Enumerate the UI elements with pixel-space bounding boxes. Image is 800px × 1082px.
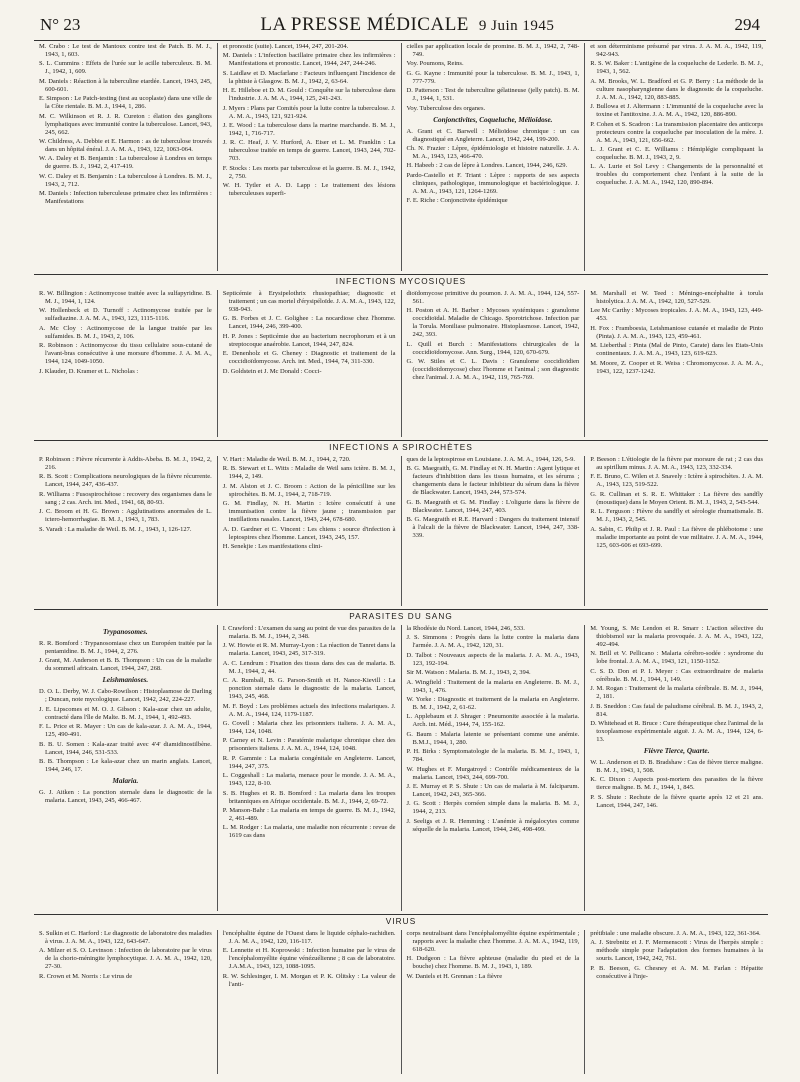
reference-entry: W. Daniels et H. Grennan : La fièvre — [406, 972, 503, 980]
reference-entry: G. Covell : Malaria chez les prisonniers italiens. J. A. M. A., 1944, 124, 1048. — [222, 719, 396, 735]
reference-entry: J. M. Rogan : Traitement de la malaria cérébrale. B. M. J., 1944, 2, 181. — [590, 685, 763, 701]
reference-entry: M. Moore, Z. Cooper et R. Weiss : Chromomycose. J. A. M. A., 1943, 122, 1237-1242. — [590, 359, 763, 375]
reference-entry: R. Williams : Fusospirochétose : recovery des organismes dans le sang ; 2 cas. Arch. int. Med., 1941, 68, 80-93. — [39, 490, 212, 506]
reference-entry: Septicémie à Erysipelothrix rhusiopathiae; diagnostic et traitement ; un cas mortel d'érysipéloïde. J. A. M. A., 1943, 122, 938-943. — [222, 290, 396, 313]
reference-entry: P. Cohen et S. Scadron : La transmission placentaire des anticorps protecteurs contre la coqueluche par inoculation de la mère. J. A. M. A., 1943, 121, 656-662. — [590, 120, 763, 144]
reference-entry: F. E. Riche : Conjonctivite épidémique — [406, 197, 508, 205]
reference-entry: J. C. Broom et H. G. Brown : Agglutinations anormales de L. ictero-hemorrhagiae. B. M. J., 1943, 1, 783. — [39, 508, 212, 524]
reference-entry: S. Sulkin et C. Harford : Le diagnostic de laboratoire des maladies à virus. J. A. M. A., 1943, 122, 643-647. — [39, 930, 212, 945]
subsection-heading: Trypanosomes. — [103, 628, 148, 636]
reference-entry: B. G. Maegraith, G. M. Findlay et N. H. Martin : Agent lytique et facteurs d'inhibition dans les tissus humains, et les sérums ; changements dans le facteur inhibiteur du sérum dans la fièvre de Blackwater. Lancet, 1943, 244, 573-574. — [406, 465, 580, 497]
reference-entry: L. M. Rodger : La malaria, une maladie non récurrente : revue de 1619 cas dans — [222, 824, 396, 840]
reference-entry: P. B. Beeson, G. Chesney et A. M. M. Farlan : Hépatite consécutive à l'inje- — [590, 964, 763, 980]
reference-entry: E. Simpson : Le Patch-testing (test au ucoplaste) dans une ville de la Côte rientale. B. M. J., 1944, 1, 286. — [39, 95, 212, 111]
reference-entry: R. B. Scott : Complications neurologiques de la fièvre récurrente. Lancet, 1944, 247, 436-437. — [39, 473, 212, 489]
reference-entry: D. Whitehead et R. Bruce : Cure thérapeutique chez l'animal de la toxoplasmose expérimentale aiguë. J. A. M. A., 1944, 124, 6-13. — [590, 719, 763, 743]
text-column — [401, 930, 585, 1074]
journal-title: LA PRESSE MÉDICALE — [260, 14, 469, 35]
reference-entry: D. Talbot : Nouveaux aspects de la malaria. J. A. M. A., 1943, 123, 192-194. — [406, 651, 580, 667]
reference-entry: D. Patterson : Test de tuberculine gélatineuse (jelly patch). B. M. J., 1944, 1, 531. — [406, 87, 580, 103]
reference-entry: M. F. Boyd : Les problèmes actuels des infections malariques. J. A. M. A., 1944, 124, 1179-1187. — [222, 702, 396, 718]
reference-entry: A. M. Brooks, W. L. Bradford et G. P. Berry : La méthode de la culture nasopharyngienne dans le diagnostic de la coqueluche. J. A. M. A., 1942, 120, 883-885. — [590, 77, 763, 101]
section-columns — [34, 930, 768, 1074]
reference-entry: G. B. Maegraith et G. M. Findlay : L'oligurie dans la fièvre de Blackwater. Lancet, 1944, 247, 403. — [406, 498, 580, 514]
reference-entry: J. Seeligs et J. R. Hemming : L'anémie à mégalocytes comme séquelle de la malaria. Lancet, 1944, 246, 498-499. — [406, 817, 580, 833]
subsection-heading: Fièvre Tierce, Quarte. — [643, 746, 710, 755]
reference-entry: L. Quill et Burch : Manifestations chirurgicales de la coccidioïdomycose. Ann. Surg., 1944, 120, 670-679. — [406, 340, 580, 356]
section-columns — [34, 625, 768, 911]
reference-entry: Voy. Poumons, Reins. — [406, 60, 464, 68]
reference-entry: J. Klauder, D. Kramer et L. Nicholas : — [39, 367, 139, 375]
reference-entry: G. B. Forbes et J. C. Golighee : La nocardiose chez l'homme. Lancet, 1944, 246, 399-400. — [222, 315, 396, 331]
reference-entry: J. S. Simmons : Progrès dans la lutte contre la malaria dans l'armée. J. A. M. A., 1942, 120, 31. — [406, 634, 580, 650]
page-header — [40, 14, 760, 38]
reference-entry: Sir M. Watson : Malaria. B. M. J., 1943, 2, 394. — [406, 669, 531, 677]
section-title: PARASITES DU SANG — [34, 609, 768, 624]
reference-entry: G. J. Aitken : La ponction sternale dans le diagnostic de la malaria. Lancet, 1943, 245, 466-467. — [39, 788, 212, 804]
subsection-heading: Conjonctivites, Coqueluche, Mélioïdose. — [433, 115, 553, 124]
text-column — [401, 43, 585, 271]
reference-entry: G. W. Stiles et C. L. Davis : Granulome coccidioïdien (coccidioïdomycose) chez l'homme et l'animal ; son diagnostic chez l'animal. J. A. M. A., 1942, 119, 765-769. — [406, 358, 580, 382]
section-tuberculosis-continued — [34, 43, 768, 271]
reference-entry: G. Baum : Malaria latente se présentant comme une anémie. B.M.J., 1944, 1, 280. — [406, 730, 580, 746]
reference-entry: W. C. Daley et B. Benjamin : La tuberculose à Londres. B. M. J., 1943, 2, 712. — [39, 172, 212, 188]
text-column — [34, 930, 217, 1074]
text-column — [217, 930, 401, 1074]
text-column — [34, 43, 217, 271]
reference-entry: W. Yorke : Diagnostic et traitement de la malaria en Angleterre. B. M. J., 1942, 2, 61-62. — [406, 695, 580, 711]
section-mycotic-infections — [34, 274, 768, 437]
reference-entry: J. Grant, M. Anderson et B. B. Thompson : Un cas de la maladie du sommeil africain. Lancet, 1944, 247, 268. — [39, 657, 212, 673]
text-column — [401, 625, 585, 911]
reference-entry: corps neutralisant dans l'encéphalomyélite équine expérimentale ; rapports avec la maladie chez l'homme. J. A. M. A., 1942, 119, 618-620. — [406, 930, 580, 953]
reference-entry: A. J. Strebnitz et J. F. Mermenscott : Virus de l'herpès simple : méthode simple pour l'adaptation des formes humaines à la souris. Lancet, 1942, 242, 761. — [590, 939, 763, 963]
reference-entry: D. Goldstein et J. Mc Donald : Cocci- — [222, 367, 322, 375]
reference-entry: F. E. Bruno, C. Wilen et J. Snavely : Ictère à spirochètes. J. A. M. A., 1943, 123, 519-522. — [590, 473, 763, 489]
text-column — [34, 456, 217, 606]
text-column — [34, 290, 217, 437]
reference-entry: M. C. Wilkinson et R. J. R. Cureton : élation des ganglions lymphatiques avec immunité contre la tuberculose. Lancet, 943, 245, 662. — [39, 112, 212, 136]
reference-entry: l'encéphalite équine de l'Ouest dans le liquide céphalo-rachidien. J. A. M. A., 1942, 120, 116-117. — [222, 930, 396, 945]
reference-entry: W. Hollenbeck et D. Turnoff : Actinomycose traitée par le sulfadiazine. J. A. M. A., 1943, 123, 1115-1116. — [39, 307, 212, 323]
reference-entry: Lee Mc Carthy : Mycoses tropicales. J. A. M. A., 1943, 123, 449-453. — [590, 307, 763, 323]
reference-entry: G. M. Findlay, N. H. Martin : Ictère consécutif à une immunisation contre la fièvre jaune ; transmission par instillations nasales. Lancet, 1943, 244, 678-680. — [222, 500, 396, 524]
reference-entry: M. Daniels : Infection tuberculeuse primaire chez les infirmières : Manifestations — [39, 190, 212, 206]
reference-entry: M. Young, S. Mc Lendon et R. Smarr : L'action sélective du thiobismol sur la malaria provoquée. J. A. M. A., 1943, 122, 492-494. — [590, 625, 763, 648]
reference-entry: B. G. Maegraith et R.E. Harvard : Dangers du traitement intensif à l'alcali de la fièvre de Blackwater. Lancet, 1944, 247, 338-339. — [406, 516, 580, 540]
reference-entry: H. Fox : Framboesia, Leishmaniose cutanée et maladie de Pinto (Pinta). J. A. M. A., 1943, 123, 459-461. — [590, 324, 763, 340]
issue-date: 9 Juin 1945 — [478, 18, 555, 34]
text-column — [217, 625, 401, 911]
section-columns — [34, 43, 768, 271]
reference-entry: W. H. Tytler et A. D. Lapp : Le traitement des lésions tuberculeuses superfi- — [222, 182, 396, 198]
reference-entry: W. Childress, A. Debbie et E. Harmon : as de tuberculose trouvés dans un hôpital énéral. J. A. M. A., 1943, 122, 1063-064. — [39, 137, 212, 153]
reference-entry: A. Grant et C. Barwell : Mélioïdose chronique : un cas diagnostiqué en Angleterre. Lancet, 1942, 244, 199-200. — [406, 127, 580, 143]
reference-entry: I. Crawford : L'examen du sang au point de vue des parasites de la malaria. B. M. J., 1944, 2, 348. — [222, 625, 396, 640]
reference-entry: C. A. Rumball, B. G. Parson-Smith et H. Nance-Kievill : La ponction sternale dans le diagnostic de la malaria. Lancet, 1943, 245, 468. — [222, 677, 396, 701]
text-column — [584, 930, 768, 1074]
text-column — [584, 43, 768, 271]
reference-entry: L. Coggeshall : La malaria, menace pour le monde. J. A. M. A., 1943, 122, 8-10. — [222, 772, 396, 788]
reference-entry: S. L. Cummins : Effets de l'urée sur le acille tuberculeux. B. M. J., 1942, 1, 609. — [39, 60, 212, 76]
reference-entry: J. R. C. Heaf, J. V. Hurford, A. Eiser et L. M. Franklin : La tuberculose traitée en temps de guerre. Lancet, 1943, 244, 702-703. — [222, 139, 396, 163]
reference-entry: C. S. D. Don et P. I. Meyer : Cas extraordinaire de malaria cérébrale. B. M. J., 1944, 1, 149. — [590, 667, 763, 683]
reference-entry: P. Robinson : Fièvre récurrente à Addis-Abeba. B. M. J., 1942, 2, 216. — [39, 456, 212, 471]
reference-entry: B. B. U. Somen : Kala-azar traité avec 4'4' diamidinostilbène. Lancet, 1944, 246, 531-533. — [39, 740, 212, 756]
section-virus — [34, 914, 768, 1074]
reference-entry: A. Mc Cloy : Actinomycose de la langue traitée par les sulfamides. B. M. J., 1943, 2, 106. — [39, 324, 212, 340]
reference-entry: J. W. Howie et R. M. Murray-Lyon : La réaction de Tanret dans la malaria. Lancet, 1943, 245, 317-319. — [222, 642, 396, 658]
reference-entry: A. C. Lendrum : Fixation des tissus dans des cas de malaria. B. M. J., 1944, 2, 44. — [222, 659, 396, 675]
reference-entry: R. B. Stewart et L. Witts : Maladie de Weil sans ictère. B. M. J., 1944, 2, 149. — [222, 465, 396, 481]
reference-entry: G. G. Kayne : Immunité pour la tuberculose. B. M. J., 1943, 1, 777-779. — [406, 69, 580, 85]
reference-entry: H. Dudgeon : La fièvre aphteuse (maladie du pied et de la bouche) chez l'homme. B. M. J., 1943, 1, 189. — [406, 955, 580, 971]
issue-number: N° 23 — [40, 15, 81, 34]
reference-entry: P. Beeson : L'étiologie de la fièvre par morsure de rat ; 2 cas dus au spirillum minus. J. A. M. A., 1943, 123, 332-334. — [590, 456, 763, 471]
reference-entry: prétibiale : une maladie obscure. J. A. M. A., 1943, 122, 361-364. — [590, 930, 761, 937]
reference-entry: J. M. Alston et J. C. Broom : Action de la pénicilline sur les spirochètes. B. M. J., 1944, 2, 718-719. — [222, 482, 396, 498]
reference-entry: M. Daniels : Réaction à la tuberculine etardée. Lancet, 1943, 245, 600-601. — [39, 77, 212, 93]
section-blood-parasites — [34, 609, 768, 911]
reference-entry: B. B. Thompson : Le kala-azar chez un marin anglais. Lancet, 1944, 246, 17. — [39, 757, 212, 773]
reference-entry: H. E. Hilleboe et D. M. Gould : Conquête sur la tuberculose dans l'industrie. J. A. M. A., 1944, 125, 241-243. — [222, 87, 396, 103]
text-column — [217, 290, 401, 437]
reference-entry: et pronostic (suite). Lancet, 1944, 247, 201-204. — [222, 43, 349, 50]
reference-entry: L. A. Lurie et Sol Levy : Changements de la personnalité et troubles du comportement chez l'enfant à la suite de la coqueluche. J. A. M. A., 1942, 120, 890-894. — [590, 163, 763, 187]
reference-entry: A. D. Gardner et C. Vincent : Les chiens : source d'infection à leptospires chez l'homme. Lancet, 1943, 245, 157. — [222, 525, 396, 541]
text-column — [34, 625, 217, 911]
reference-entry: R. W. Billington : Actinomycose traitée avec la sulfapyridine. B. M. J., 1944, 1, 124. — [39, 290, 212, 305]
reference-entry: S. Varadi : La maladie de Weil. B. M. J., 1943, 1, 126-127. — [39, 525, 192, 533]
reference-entry: E. Lennette et H. Koprowski : Infection humaine par le virus de l'encéphalomyélite équine vénézuélienne ; 8 cas de laboratoire. J.A.M.A., 1943, 123, 1088-1095. — [222, 947, 396, 971]
reference-entry: M. Daniels : L'infection bacillaire primaire chez les infirmières : Manifestations et pronostic. Lancet, 1944, 247, 244-246. — [222, 52, 396, 68]
reference-entry: R. P. Gammie : La malaria congénitale en Angleterre. Lancet, 1944, 247, 375. — [222, 754, 396, 770]
reference-entry: la Rhodésie du Nord. Lancet, 1944, 246, 533. — [406, 625, 525, 632]
section-title: INFECTIONS MYCOSIQUES — [34, 274, 768, 289]
reference-entry: J. G. Scott : Herpès cornéen simple dans la malaria. B. M. J., 1944, 2, 213. — [406, 800, 580, 816]
section-title: VIRUS — [34, 914, 768, 929]
reference-entry: W. L. Anderson et D. B. Bradshaw : Cas de fièvre tierce maligne. B. M. J., 1943, 1, 508. — [590, 758, 763, 774]
section-columns — [34, 290, 768, 437]
reference-entry: P. H. Birks : Symptomatologie de la malaria. B. M. J., 1943, 1, 784. — [406, 748, 580, 764]
reference-entry: J. Bullowa et J. Altermann : L'immunité de la coqueluche avec la toxine et l'antitoxine. J. A. M. A., 1942, 120, 886-890. — [590, 103, 763, 119]
reference-entry: M. Crabo : Le test de Mantoux contre test de Patch. B. M. J., 1943, 1, 603. — [39, 43, 212, 58]
subsection-heading: Leishmanioses. — [102, 676, 149, 685]
reference-entry: A. Milzer et S. O. Levinson : Infection de laboratoire par le virus de la chorio-méningite lymphocytique. J. A. M. A., 1942, 120, 27-30. — [39, 947, 212, 971]
reference-entry: P. Manson-Bahr : La malaria en temps de guerre. B. M. J., 1942, 2, 461-489. — [222, 806, 396, 822]
reference-entry: R. R. Bomford : Trypanosomiase chez un Européen traitée par la pentamidine. B. M. J., 1944, 2, 276. — [39, 640, 212, 655]
text-column — [401, 456, 585, 606]
reference-entry: K. C. Dixon : Aspects post-mortem des parasites de la fièvre tierce maligne. B. M. J., 1944, 1, 845. — [590, 776, 763, 792]
subsection-heading: Malaria. — [112, 776, 139, 785]
reference-entry: ques de la leptospirose en Louisiane. J. A. M. A., 1944, 126, 5-9. — [406, 456, 575, 463]
reference-entry: R. L. Ferguson : Fièvre du sandfly et sérologie rhumatismale. B. M. J., 1943, 2, 545. — [590, 508, 763, 524]
reference-entry: F. Stocks : Les morts par tuberculose et la guerre. B. M. J., 1942, 2, 750. — [222, 164, 396, 180]
reference-entry: G. R. Cullinan et S. R. E. Whittaker : La fièvre des sandfly (moustique) dans le Moyen Orient. B. M. J., 1943, 2, 543-544. — [590, 490, 763, 506]
reference-entry: J. E. Murray et P. S. Shute : Un cas de malaria à M. falciparum. Lancet, 1942, 243, 365-366. — [406, 782, 580, 798]
header-rule — [34, 40, 766, 41]
text-column — [584, 290, 768, 437]
section-columns — [34, 456, 768, 606]
reference-entry: J. Myers : Plans par Comités pour la lutte contre la tuberculose. J. A. M. A., 1943, 121, 921-924. — [222, 104, 396, 120]
reference-entry: N. Brill et V. Pellicano : Malaria cérébro-sodée : syndrome du lobe frontal. J. A. M. A., 1943, 121, 1150-1152. — [590, 650, 763, 666]
text-column — [584, 625, 768, 911]
text-column — [584, 456, 768, 606]
reference-entry: dioïdomycose primitive du poumon. J. A. M. A., 1944, 124, 557-561. — [406, 290, 580, 305]
reference-entry: F. L. Price et R. Mayer : Un cas de kala-azar. J. A. M. A., 1944, 125, 490-491. — [39, 723, 212, 739]
reference-entry: W. Hughes et F. Murgatroyd : Contrôle médicamenteux de la malaria. Lancet, 1943, 244, 699-700. — [406, 765, 580, 781]
reference-entry: cielles par application locale de promine. B. M. J., 1942, 2, 748-749. — [406, 43, 580, 58]
reference-entry: D. O. L. Derby, W. J. Cabo-Rowilson : Histoplasmose de Darling ; Duncan, note mycologique. Lancet, 1942, 242, 224-227. — [39, 688, 212, 704]
reference-entry: R. W. Schlesinger, I. M. Morgan et P. K. Olitsky : La valeur de l'anti- — [222, 972, 396, 988]
reference-entry: A. Wingfield : Traitement de la malaria en Angleterre. B. M. J., 1943, 1, 476. — [406, 678, 580, 694]
reference-entry: H. Senekjie : Les manifestations clini- — [222, 542, 323, 550]
reference-entry: R. Crown et M. Norris : Le virus de — [39, 972, 133, 980]
page-number: 294 — [734, 15, 760, 34]
reference-entry: Voy. Tuberculose des organes. — [406, 104, 486, 112]
reference-entry: P. S. Shute : Rechute de la fièvre quarte après 12 et 21 ans. Lancet, 1944, 247, 146. — [590, 793, 763, 809]
reference-entry: L. Applebaum et J. Shrager : Pneumonite associée à la malaria. Arch. int. Méd., 1944, 74, 155-162. — [406, 713, 580, 729]
reference-entry: P. Carney et N. Levin : Paratémie malarique chronique chez des prisonniers italiens. J. A. M. A., 1944, 124, 1048. — [222, 737, 396, 753]
reference-entry: J. E. Wood : La tuberculose dans la marine marchande. B. M. J., 1942, 1, 716-717. — [222, 121, 396, 137]
reference-entry: Pardo-Castello et F. Triant : Lèpre : rapports de ses aspects cliniques, pathologique, immunologique et bactériologique. J. A. M. A., 1943, 121, 1264-1269. — [406, 171, 580, 195]
journal-masthead — [260, 14, 554, 36]
section-spirochete-infections — [34, 440, 768, 606]
reference-entry: J. E. Lipscomes et M. O. J. Gibson : Kala-azar chez un adulte, contracté dans l'île de Malte. B. M. J., 1944, 1, 492-493. — [39, 705, 212, 721]
reference-entry: R. Robinson : Actinomycose du tissu cellulaire sous-cutané de l'avant-bras consécutive à une morsure d'homme. J. A. M. A., 1944, 124, 1049-1050. — [39, 342, 212, 366]
reference-entry: W. A. Daley et B. Benjamin : La tuberculose à Londres en temps de guerre. B. J., 1942, 2, 417-419. — [39, 155, 212, 171]
reference-entry: H. Habeeb : 2 cas de lèpre à Londres. Lancet, 1944, 246, 629. — [406, 162, 568, 170]
reference-entry: E. Denenholz et G. Cheney : Diagnostic et traitement de la coccidioïdomycose. Arch. int. Med., 1944, 74, 311-330. — [222, 350, 396, 366]
reference-entry: V. Hart : Maladie de Weil. B. M. J., 1944, 2, 720. — [222, 456, 351, 463]
reference-entry: H. Poston et A. H. Barber : Mycoses systémiques : granulome coccidioïdal. Maladie de Chicago. Sporotrichose. Infection par la Torula. Moniliase pulmonaire. Histoplasmose. Lancet, 1942, 242, 393. — [406, 307, 580, 339]
reference-entry: M. Marshall et W. Teed : Méningo-encéphalite à torula histolytica. J. A. M. A., 1942, 120, 527-529. — [590, 290, 763, 305]
reference-entry: R. S. W. Baker : L'antigène de la coqueluche de Lederle. B. M. J., 1943, 1, 562. — [590, 60, 763, 76]
reference-entry: et son déterminisme présumé par virus. J. A. M. A., 1942, 119, 942-943. — [590, 43, 763, 58]
reference-entry: H. P. Jones : Septicémie due au bacterium necrophorum et à un streptocoque anaérobie. Lancet, 1944, 247, 824. — [222, 332, 396, 348]
reference-entry: J. B. Sneddon : Cas fatal de paludisme cérébral. B. M. J., 1943, 2, 814. — [590, 702, 763, 718]
reference-entry: Ch. N. Frazier : Lèpre, épidémiologie et histoire naturelle. J. A. M. A., 1943, 123, 466-470. — [406, 144, 580, 160]
reference-entry: S. B. Hughes et R. B. Bomford : La malaria dans les troupes britanniques en Afrique occidentale. B. M. J., 1944, 2, 69-72. — [222, 789, 396, 805]
section-title: INFECTIONS A SPIROCHÈTES — [34, 440, 768, 455]
text-column — [401, 290, 585, 437]
reference-entry: S. Laidlaw et D. Macfarlane : Facteurs influençant l'incidence de la phtisie à Glasgow. B. M. J., 1942, 2, 63-64. — [222, 69, 396, 85]
text-column — [217, 456, 401, 606]
reference-entry: A. Sabin, C. Philip et J. R. Paul : La fièvre de phlébotome : une maladie importante au point de vue militaire. J. A. M. A., 1944, 125, 603-606 et 693-699. — [590, 525, 763, 549]
reference-entry: M. Lieberthal : Pinta (Mal de Pinto, Carate) dans les Etats-Unis continentaux. J. A. M. A., 1943, 123, 619-623. — [590, 342, 763, 358]
reference-entry: L. J. Grant et C. E. Williams : Hémiplégie compliquant la coqueluche. B. M. J., 1943, 2, 9. — [590, 145, 763, 161]
text-column — [217, 43, 401, 271]
